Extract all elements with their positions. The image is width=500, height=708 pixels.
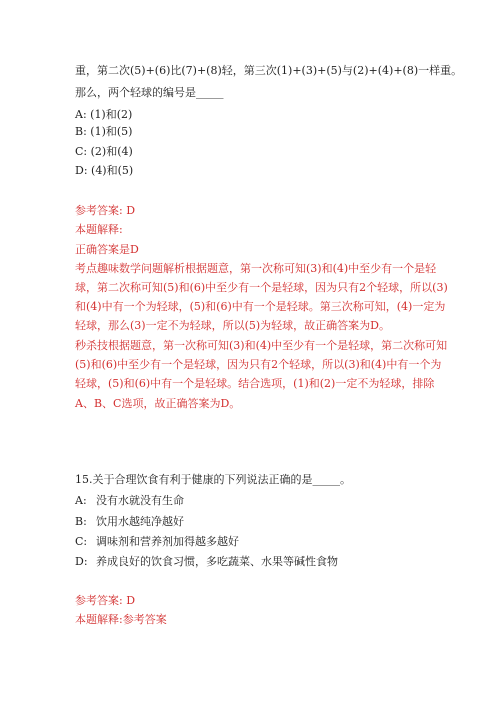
q15-option-c-letter: C: <box>75 535 88 548</box>
q14-answer: 参考答案: D <box>75 204 136 217</box>
q14-explanation-line: 轻球，(5)和(6)中有一个是轻球。结合选项，(1)和(2)一定不为轻球，排除 <box>75 377 435 390</box>
q14-option-c: C: (2)和(4) <box>75 145 133 158</box>
q14-explanation-line: 球，第二次称可知(5)和(6)中至少有一个是轻球，因为只有2个轻球，所以(3) <box>75 281 448 294</box>
q14-explanation-line: 考点趣味数学问题解析根据题意，第一次称可知(3)和(4)中至少有一个是轻 <box>75 262 437 275</box>
q15-option-b-text: 饮用水越纯净越好 <box>96 515 184 528</box>
q15-option-c-text: 调味剂和营养剂加得越多越好 <box>96 535 239 548</box>
q14-explanation-line: 秒杀技根据题意，第一次称可知(3)和(4)中至少有一个是轻球，第二次称可知 <box>75 339 448 352</box>
q15-option-d-letter: D: <box>75 555 88 568</box>
q14-explanation-label: 本题解释: <box>75 223 123 236</box>
q15-stem: 15.关于合理饮食有利于健康的下列说法正确的是_____。 <box>75 473 351 486</box>
q14-explanation-line: (5)和(6)中至少有一个是轻球，因为只有2个轻球，所以(3)和(4)中有一个为 <box>75 358 442 371</box>
q14-explanation-line: 和(4)中有一个为轻球，(5)和(6)中有一个是轻球。第三次称可知，(4)一定为 <box>75 300 446 313</box>
q15-option-a-letter: A: <box>75 494 87 507</box>
q15-answer: 参考答案: D <box>75 594 136 607</box>
q14-explanation-line: 轻球，那么(3)一定不为轻球，所以(5)为轻球，故正确答案为D。 <box>75 319 390 332</box>
q15-option-b-letter: B: <box>75 515 87 528</box>
q14-option-a: A: (1)和(2) <box>75 108 133 121</box>
q15-option-a-text: 没有水就没有生命 <box>96 494 184 507</box>
q14-explanation-line: 正确答案是D <box>75 243 139 256</box>
q14-stem-line-2: 那么，两个轻球的编号是_____ <box>75 86 224 99</box>
q14-stem-line-1: 重，第二次(5)+(6)比(7)+(8)轻，第三次(1)+(3)+(5)与(2)+(4)+(8)一样重。 <box>75 64 463 77</box>
q14-option-d: D: (4)和(5) <box>75 164 134 177</box>
q15-option-d-text: 养成良好的饮食习惯，多吃蔬菜、水果等碱性食物 <box>96 555 338 568</box>
q15-explanation-label: 本题解释:参考答案 <box>75 613 167 626</box>
q14-option-b: B: (1)和(5) <box>75 125 133 138</box>
q14-explanation-line: A、B、C选项，故正确答案为D。 <box>75 397 241 410</box>
